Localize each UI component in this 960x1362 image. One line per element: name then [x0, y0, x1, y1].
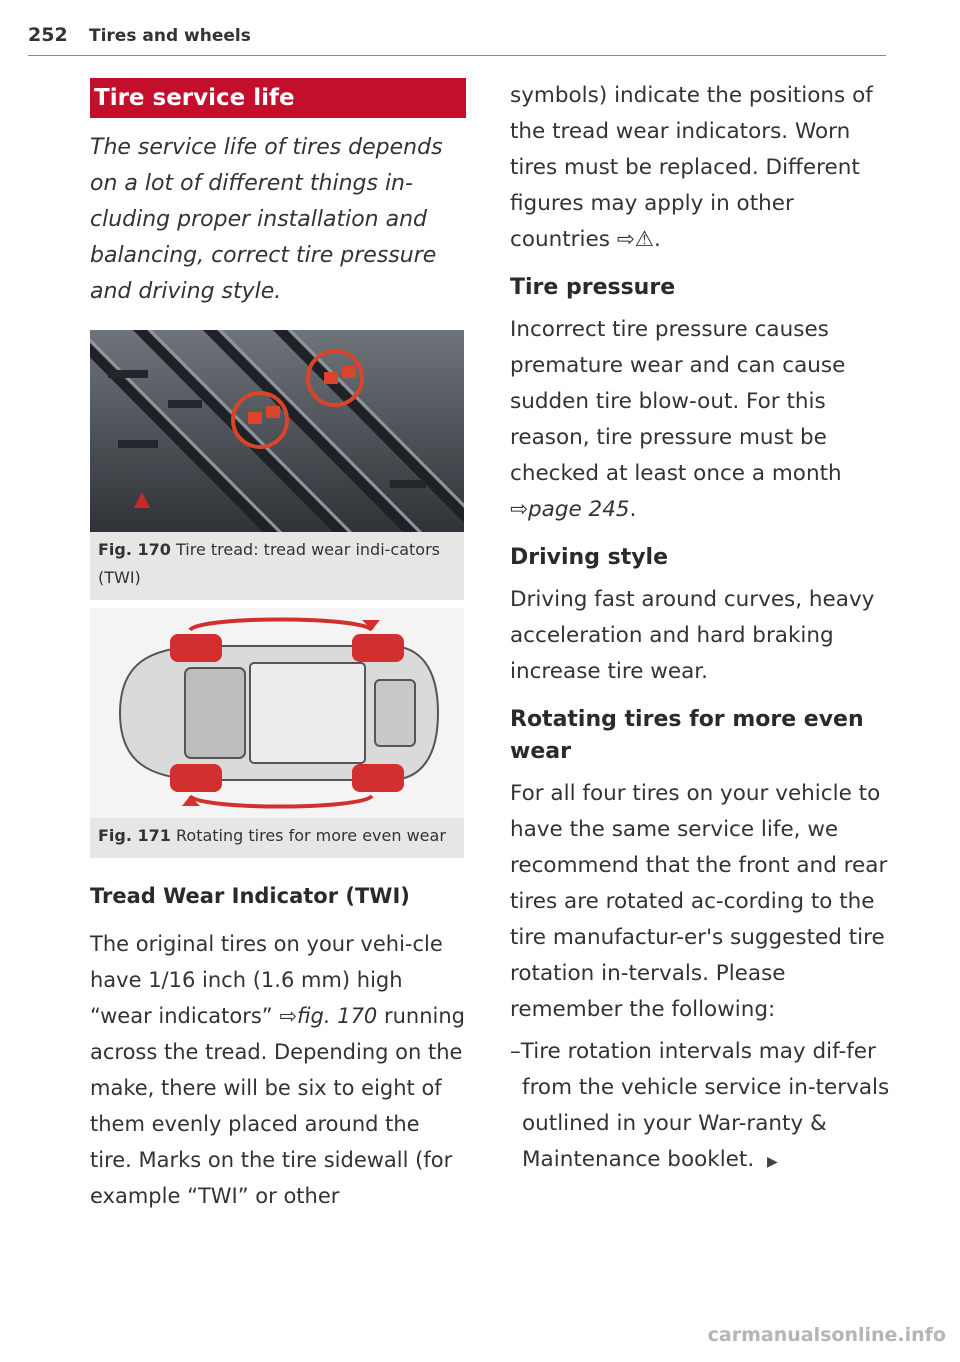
page-header [28, 22, 886, 56]
twi-heading: Tread Wear Indicator (TWI) [90, 884, 410, 908]
fig-171-text: Rotating tires for more even wear [176, 826, 446, 845]
tire-rotation-illustration [90, 608, 464, 818]
continued-text: symbols) indicate the positions of the tread wear indicators. Worn tires must be replaced. Different figures may apply in other countries ⇨⚠. [510, 83, 873, 252]
fig-170-text: Tire tread: tread wear indi-cators (TWI) [98, 540, 441, 587]
fig-171-label: Fig. 171 [98, 826, 171, 845]
figure-170 [90, 330, 464, 600]
intro-text: The service life of tires depends on a lot of different things in-cluding proper installation and balancing, correct tire pressure and driving style. [90, 135, 443, 304]
rotation-interval-text: –Tire rotation intervals may dif-fer from the vehicle service in-tervals outlined in your War-ranty & Maintenance booklet. [510, 1039, 890, 1172]
rotating-tires-heading: Rotating tires for more even wear [510, 707, 864, 764]
list-item [510, 1034, 890, 1180]
tire-pressure-heading: Tire pressure [510, 275, 676, 300]
left-column [90, 78, 466, 1214]
fig-170-label: Fig. 170 [98, 540, 171, 559]
driving-style-heading: Driving style [510, 545, 669, 570]
tire-pressure-body: Incorrect tire pressure causes premature wear and can cause sudden tire blow-out. For this reason, tire pressure must be checked at least once a month ⇨page 245. [510, 317, 846, 522]
continue-arrow-icon: ▶ [767, 1154, 778, 1170]
fig-170-reference-link[interactable]: ⇨fig. 170 [279, 1004, 378, 1028]
rotating-tires-body: For all four tires on your vehicle to have the same service life, we recommend that the front and rear tires are rotated ac-cording to the tire manufactur-er's suggested tire rotation in-tervals. Please remember the following: [510, 781, 888, 1022]
section-title: Tire service life [90, 78, 466, 118]
figure-171 [90, 608, 464, 858]
watermark: carmanualsonline.info [707, 1324, 946, 1346]
tread-wear-indicator-illustration [90, 330, 464, 532]
chapter-title: Tires and wheels [89, 26, 251, 46]
page-number: 252 [28, 24, 68, 46]
fig-170-caption [90, 532, 464, 600]
twi-body-2: running across the tread. Depending on the make, there will be six to eight of them evenly placed around the tire. Marks on the tire sidewall (for example “TWI” or other [90, 1004, 466, 1208]
twi-body [90, 926, 466, 1214]
driving-style-body: Driving fast around curves, heavy acceleration and hard braking increase tire wear. [510, 587, 875, 684]
right-column [510, 78, 890, 1180]
page-245-reference-link[interactable]: ⇨page 245 [510, 497, 630, 522]
tire-pressure-text: Incorrect tire pressure causes premature wear and can cause sudden tire blow-out. For this reason, tire pressure must be checked at least once a month [510, 317, 846, 486]
twi-body-1: The original tires on your vehi-cle have 1/16 inch (1.6 mm) high “wear indicators” [90, 932, 443, 1028]
fig-171-caption [90, 818, 464, 858]
